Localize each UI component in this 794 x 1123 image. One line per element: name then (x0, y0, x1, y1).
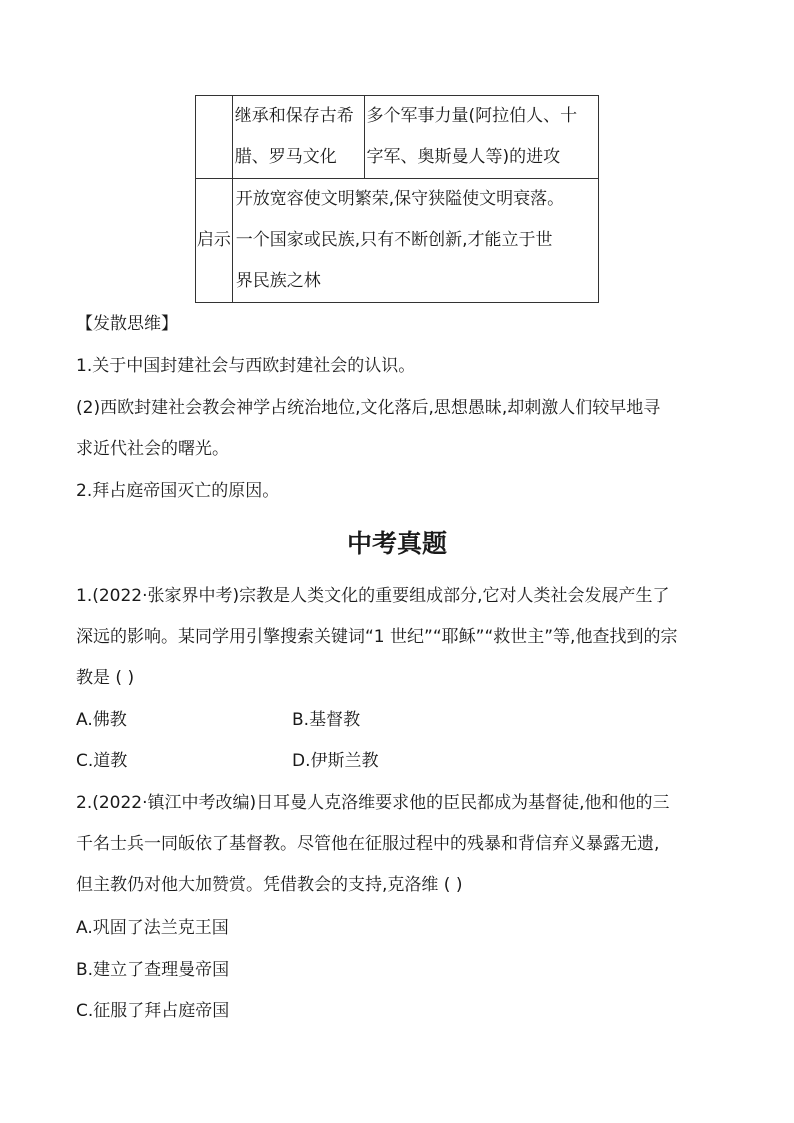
text-line: 1.(2022·张家界中考)宗教是人类文化的重要组成部分,它对人类社会发展产生了 (76, 586, 670, 606)
table-cell-empty (196, 96, 233, 179)
question-1-options-row-1 (76, 700, 726, 741)
table-cell (232, 179, 598, 303)
divergent-heading: 【发散思维】 (76, 314, 178, 334)
divergent-item-1-sub (76, 388, 726, 470)
option-a[interactable]: A.巩固了法兰克王国 (76, 918, 229, 938)
divergent-item-2: 2.拜占庭帝国灭亡的原因。 (76, 481, 280, 501)
cell-text: 腊、罗马文化 (234, 147, 337, 167)
option-c[interactable]: C.道教 (76, 751, 128, 771)
text-line: 2.(2022·镇江中考改编)日耳曼人克洛维要求他的臣民都成为基督徒,他和他的三 (76, 793, 670, 813)
section-title: 中考真题 (346, 529, 447, 558)
text-line: 千名士兵一同皈依了基督教。尽管他在征服过程中的残暴和背信弃义暴露无遗, (76, 834, 660, 854)
option-c[interactable]: C.征服了拜占庭帝国 (76, 1001, 230, 1021)
cell-text: 一个国家或民族,只有不断创新,才能立于世 (235, 230, 553, 250)
divergent-item-1: 1.关于中国封建社会与西欧封建社会的认识。 (76, 356, 416, 376)
text-line: 深远的影响。某同学用引擎搜索关键词“1 世纪”“耶稣”“救世主”等,他查找到的宗 (76, 627, 678, 647)
table-cell (232, 96, 364, 179)
table-cell (364, 96, 598, 179)
cell-text: 多个军事力量(阿拉伯人、十 (366, 106, 578, 126)
cell-text: 界民族之林 (235, 271, 321, 291)
option-b[interactable]: B.基督教 (292, 710, 361, 730)
summary-table (195, 95, 599, 303)
table-row (196, 96, 599, 179)
cell-text: 字军、奥斯曼人等)的进攻 (366, 147, 561, 167)
option-d[interactable]: D.伊斯兰教 (292, 751, 379, 771)
question-2-stem (76, 783, 726, 906)
option-a[interactable]: A.佛教 (76, 710, 127, 730)
cell-text: 继承和保存古希 (234, 106, 354, 126)
text-line: (2)西欧封建社会教会神学占统治地位,文化落后,思想愚昧,却刺激人们较早地寻 (76, 398, 661, 418)
option-b[interactable]: B.建立了查理曼帝国 (76, 960, 230, 980)
text-line: 但主教仍对他大加赞赏。凭借教会的支持,克洛维 ( ) (76, 875, 463, 895)
question-1-options-row-2 (76, 741, 726, 782)
text-line: 教是 ( ) (76, 668, 135, 688)
cell-text: 开放宽容使文明繁荣,保守狭隘使文明衰落。 (235, 189, 565, 209)
table-row (196, 179, 599, 303)
question-1-stem (76, 576, 726, 699)
text-line: 求近代社会的曙光。 (76, 439, 229, 459)
row-label: 启示 (196, 179, 233, 303)
